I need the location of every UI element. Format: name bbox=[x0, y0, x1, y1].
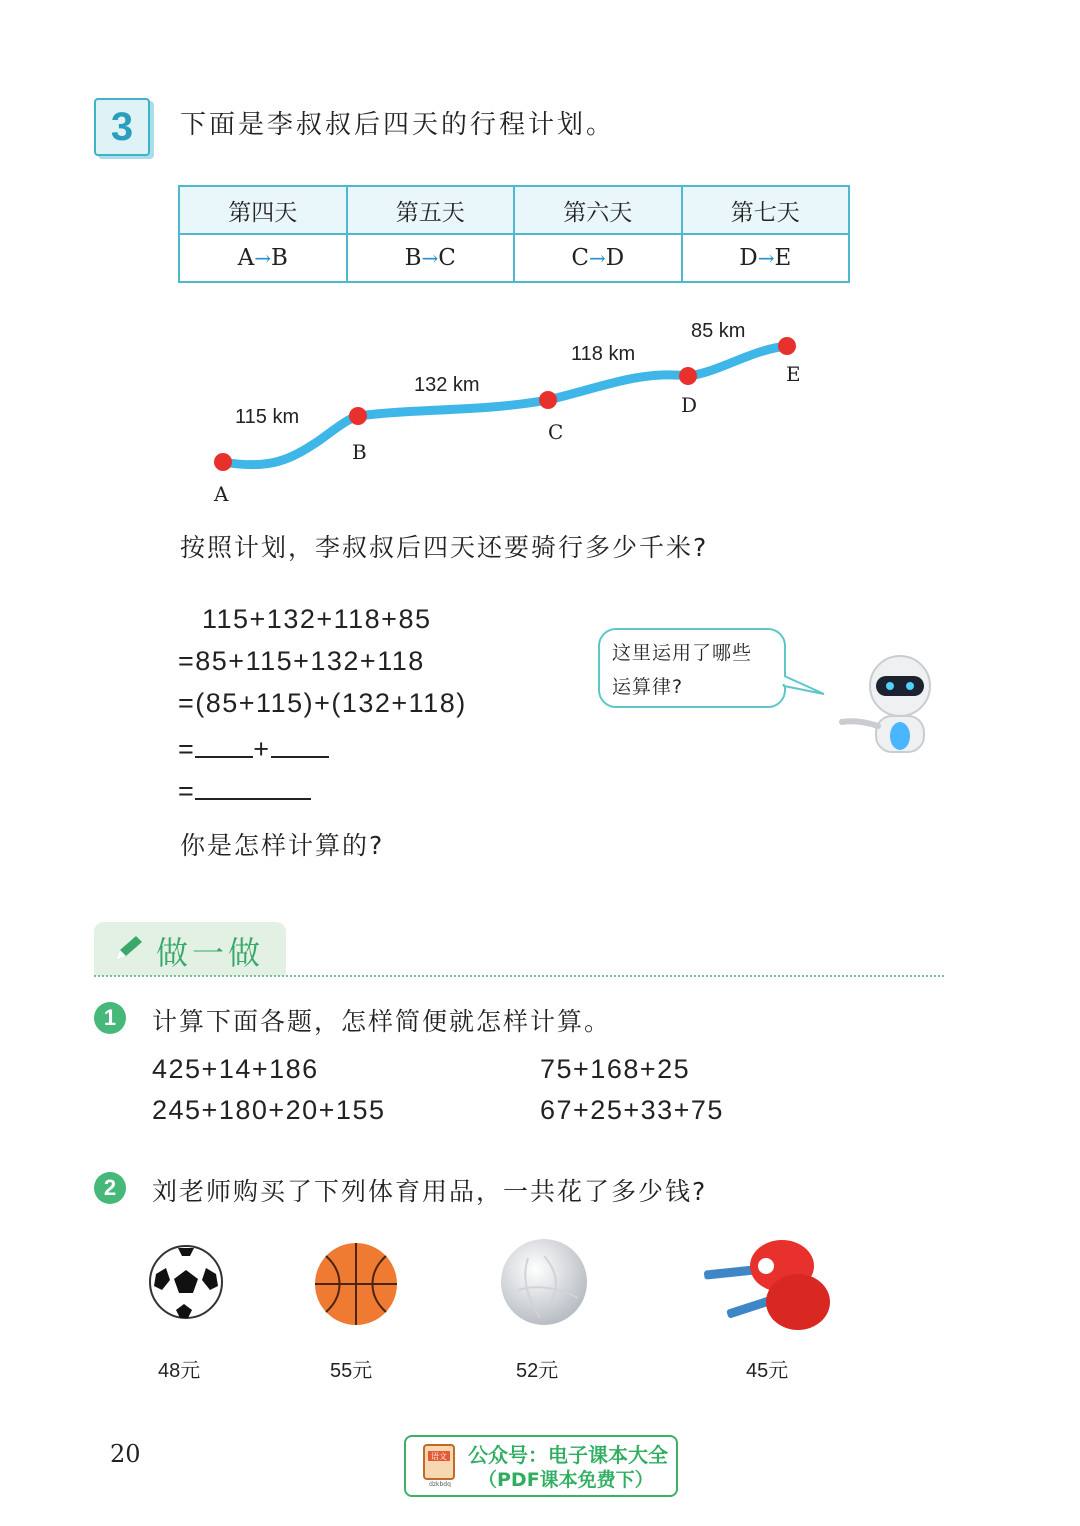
practice-tab bbox=[94, 922, 286, 976]
pencil-icon bbox=[112, 934, 146, 964]
point-label-d: D bbox=[681, 393, 698, 417]
route-point-a bbox=[214, 453, 232, 471]
question-number-1: 1 bbox=[94, 1002, 126, 1034]
bubble-tail bbox=[770, 672, 830, 702]
distance-label: 132 km bbox=[414, 374, 480, 396]
route-point-b bbox=[349, 407, 367, 425]
point-label-c: C bbox=[548, 420, 564, 444]
footer-line-2: （PDF课本免费下） bbox=[478, 1469, 654, 1491]
volleyball-icon bbox=[498, 1236, 590, 1328]
followup-question: 你是怎样计算的? bbox=[180, 831, 385, 860]
distance-label: 118 km bbox=[571, 343, 636, 365]
point-label-a: A bbox=[214, 482, 229, 506]
speech-bubble: 这里运用了哪些 运算律? bbox=[598, 628, 786, 708]
calc-step: =(85+115)+(132+118) bbox=[178, 688, 467, 718]
day-header: 第六天 bbox=[514, 186, 682, 234]
route-point-e bbox=[778, 337, 796, 355]
arrow-icon: → bbox=[421, 246, 439, 270]
arrow-icon: → bbox=[588, 246, 606, 270]
footer-watermark bbox=[404, 1435, 678, 1497]
day-header: 第四天 bbox=[179, 186, 347, 234]
question-number-2: 2 bbox=[94, 1172, 126, 1204]
point-label-b: B bbox=[352, 440, 367, 464]
route-line bbox=[223, 346, 787, 465]
route-cell: C→D bbox=[514, 234, 682, 282]
expression: 75+168+25 bbox=[540, 1054, 691, 1084]
arrow-icon: → bbox=[254, 246, 271, 270]
problem-title: 下面是李叔叔后四天的行程计划。 bbox=[180, 110, 616, 140]
route-map bbox=[0, 300, 1080, 520]
calc-step-blanks: = + bbox=[178, 730, 329, 765]
day-header: 第七天 bbox=[682, 186, 850, 234]
page-number: 20 bbox=[110, 1440, 141, 1468]
distance-label: 115 km bbox=[235, 406, 300, 428]
calc-step: =85+115+132+118 bbox=[178, 646, 425, 676]
calc-step-final: = bbox=[178, 772, 311, 807]
q2-text: 刘老师购买了下列体育用品，一共花了多少钱? bbox=[152, 1177, 708, 1206]
arrow-icon: → bbox=[757, 246, 775, 270]
expression: 425+14+186 bbox=[152, 1054, 319, 1084]
trip-plan-table bbox=[178, 185, 850, 283]
q1-text: 计算下面各题，怎样简便就怎样计算。 bbox=[152, 1007, 612, 1036]
calc-step: 115+132+118+85 bbox=[202, 604, 432, 634]
book-logo bbox=[420, 1443, 462, 1487]
footer-line-1: 公众号：电子课本大全 bbox=[468, 1443, 668, 1467]
soccer-ball-icon bbox=[148, 1244, 224, 1320]
day-header: 第五天 bbox=[347, 186, 515, 234]
route-point-c bbox=[539, 391, 557, 409]
route-point-d bbox=[679, 367, 697, 385]
robot-icon bbox=[836, 650, 940, 754]
answer-blank[interactable] bbox=[195, 772, 311, 800]
price-label: 45元 bbox=[746, 1360, 789, 1382]
problem-number-badge bbox=[94, 98, 150, 156]
logo-text: 语文 bbox=[431, 1452, 447, 1461]
section-divider bbox=[94, 975, 944, 977]
answer-blank[interactable] bbox=[195, 730, 253, 758]
price-label: 48元 bbox=[158, 1360, 201, 1382]
route-cell: D→E bbox=[682, 234, 850, 282]
price-label: 55元 bbox=[330, 1360, 373, 1382]
answer-blank[interactable] bbox=[271, 730, 329, 758]
question-text: 按照计划，李叔叔后四天还要骑行多少千米? bbox=[180, 533, 709, 562]
route-cell: B→C bbox=[347, 234, 515, 282]
route-cell: A→B bbox=[179, 234, 347, 282]
ping-pong-paddles-icon bbox=[700, 1236, 836, 1336]
expression: 245+180+20+155 bbox=[152, 1095, 386, 1125]
logo-subtext: dzkbdq bbox=[429, 1481, 451, 1487]
distance-label: 85 km bbox=[691, 320, 746, 342]
practice-tab-label: 做一做 bbox=[156, 934, 265, 972]
problem-number: 3 bbox=[110, 105, 134, 149]
point-label-e: E bbox=[786, 362, 801, 386]
price-label: 52元 bbox=[516, 1360, 559, 1382]
expression: 67+25+33+75 bbox=[540, 1095, 724, 1125]
basketball-icon bbox=[312, 1240, 400, 1328]
